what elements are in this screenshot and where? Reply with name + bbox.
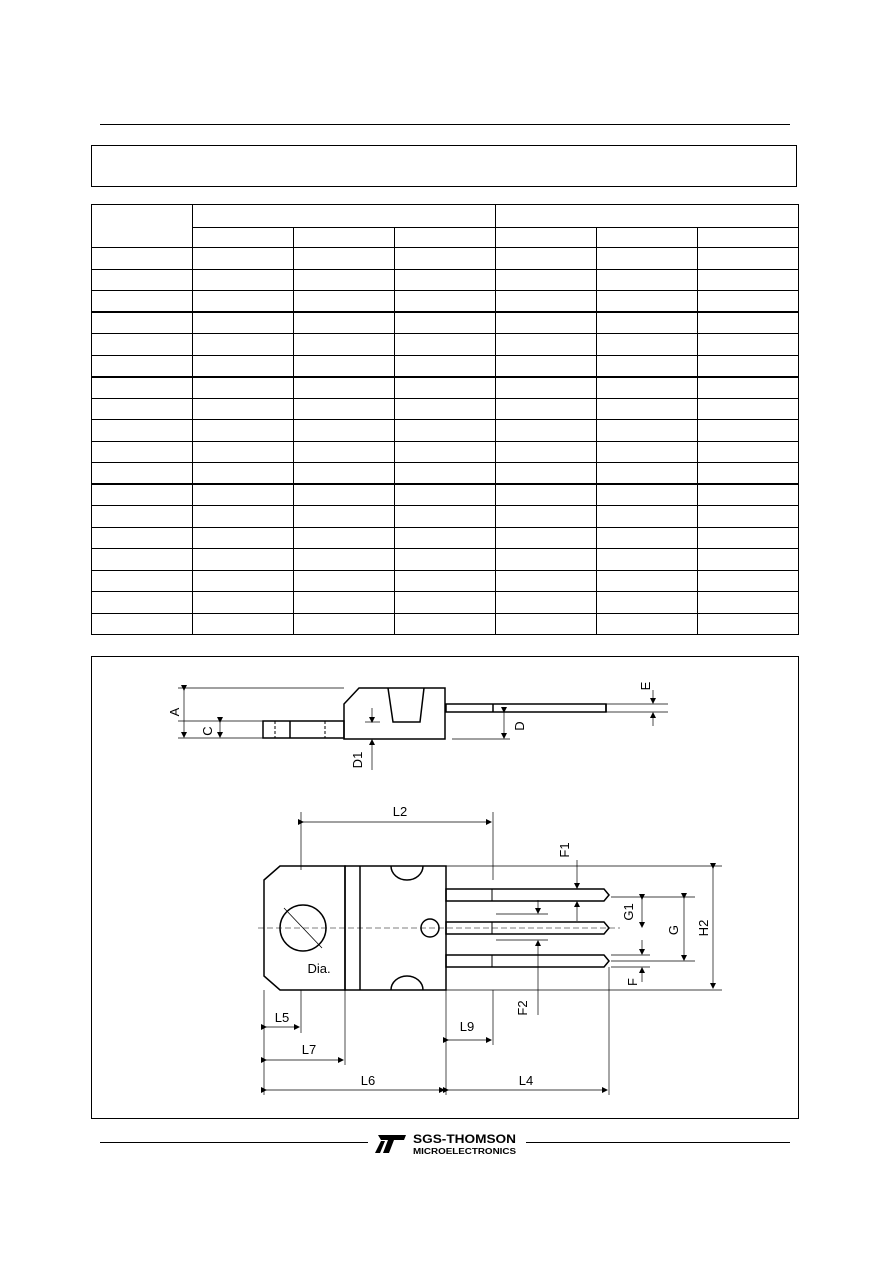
dimension-value-cell <box>294 592 395 614</box>
dimension-value-cell <box>193 291 294 313</box>
dimension-value-cell <box>597 291 698 313</box>
dimension-name-cell <box>92 484 193 506</box>
dimension-name-cell <box>92 420 193 442</box>
dimension-value-cell <box>294 269 395 291</box>
package-drawing-box <box>91 656 799 1119</box>
dimension-value-cell <box>395 377 496 399</box>
dimension-value-cell <box>496 506 597 528</box>
dimension-value-cell <box>698 355 799 377</box>
dimension-value-cell <box>698 398 799 420</box>
dimension-value-cell <box>597 592 698 614</box>
dimension-value-cell <box>294 420 395 442</box>
dimension-value-cell <box>294 527 395 549</box>
dimension-value-cell <box>193 398 294 420</box>
dimensions-table <box>91 204 799 635</box>
dimension-value-cell <box>496 291 597 313</box>
dimension-value-cell <box>698 527 799 549</box>
dimension-value-cell <box>597 420 698 442</box>
dimension-value-cell <box>395 549 496 571</box>
dimension-value-cell <box>294 377 395 399</box>
dimension-value-cell <box>698 248 799 270</box>
dimension-value-cell <box>496 420 597 442</box>
dimension-value-cell <box>395 398 496 420</box>
dimension-value-cell <box>597 441 698 463</box>
table-row <box>92 441 799 463</box>
dimension-value-cell <box>496 377 597 399</box>
label-f: F <box>625 978 640 986</box>
dimension-value-cell <box>193 506 294 528</box>
dimension-value-cell <box>698 506 799 528</box>
dimension-value-cell <box>698 549 799 571</box>
dimension-value-cell <box>193 248 294 270</box>
table-row <box>92 484 799 506</box>
dimension-value-cell <box>395 592 496 614</box>
label-e: E <box>638 681 653 691</box>
table-subheader <box>698 228 799 248</box>
dimension-value-cell <box>496 355 597 377</box>
dimension-name-cell <box>92 570 193 592</box>
dimension-value-cell <box>597 248 698 270</box>
dimension-value-cell <box>395 248 496 270</box>
dimension-value-cell <box>294 613 395 635</box>
dimension-value-cell <box>395 613 496 635</box>
table-row <box>92 592 799 614</box>
dimension-value-cell <box>395 463 496 485</box>
label-d1: D1 <box>350 751 365 769</box>
dimension-value-cell <box>294 355 395 377</box>
dimension-value-cell <box>698 377 799 399</box>
dimension-value-cell <box>294 441 395 463</box>
dimension-value-cell <box>395 420 496 442</box>
dimension-name-cell <box>92 334 193 356</box>
table-subheader <box>496 228 597 248</box>
dimension-value-cell <box>193 463 294 485</box>
footer-rule-right <box>526 1142 790 1143</box>
dimension-value-cell <box>193 334 294 356</box>
table-body <box>92 248 799 635</box>
label-g: G <box>666 924 681 936</box>
dimension-value-cell <box>395 506 496 528</box>
dimension-name-cell <box>92 592 193 614</box>
label-l4: L4 <box>518 1073 534 1088</box>
label-d: D <box>512 721 527 731</box>
dimension-name-cell <box>92 248 193 270</box>
dimension-value-cell <box>294 506 395 528</box>
dimension-value-cell <box>395 334 496 356</box>
dimension-value-cell <box>597 334 698 356</box>
dimension-value-cell <box>496 592 597 614</box>
table-row <box>92 420 799 442</box>
dimension-value-cell <box>597 613 698 635</box>
label-l5: L5 <box>274 1010 290 1025</box>
label-l2: L2 <box>392 804 408 819</box>
dimension-value-cell <box>294 312 395 334</box>
dimension-value-cell <box>698 291 799 313</box>
dimension-value-cell <box>597 398 698 420</box>
dimension-value-cell <box>496 549 597 571</box>
dimension-value-cell <box>193 355 294 377</box>
table-header-group-1 <box>193 205 496 228</box>
label-l6: L6 <box>360 1073 376 1088</box>
dimension-value-cell <box>193 549 294 571</box>
dimension-value-cell <box>698 484 799 506</box>
dimension-value-cell <box>193 484 294 506</box>
table-row <box>92 570 799 592</box>
dimension-value-cell <box>698 570 799 592</box>
table-row <box>92 355 799 377</box>
table-subheader <box>597 228 698 248</box>
dimension-value-cell <box>698 592 799 614</box>
dimension-value-cell <box>698 420 799 442</box>
dimension-name-cell <box>92 398 193 420</box>
dimension-value-cell <box>395 570 496 592</box>
dimension-value-cell <box>496 570 597 592</box>
dimension-value-cell <box>193 269 294 291</box>
dimension-value-cell <box>294 291 395 313</box>
label-l9: L9 <box>459 1019 475 1034</box>
dimension-value-cell <box>496 463 597 485</box>
dimension-value-cell <box>193 613 294 635</box>
dimension-value-cell <box>597 355 698 377</box>
dimension-value-cell <box>597 484 698 506</box>
table-subheader <box>193 228 294 248</box>
dimension-value-cell <box>698 269 799 291</box>
dimension-value-cell <box>395 291 496 313</box>
label-f1: F1 <box>557 842 572 858</box>
dimension-value-cell <box>597 527 698 549</box>
dimension-value-cell <box>395 527 496 549</box>
label-g1: G1 <box>621 903 636 921</box>
dimension-value-cell <box>597 377 698 399</box>
footer-logo <box>372 1131 522 1157</box>
dimension-value-cell <box>294 484 395 506</box>
dimension-name-cell <box>92 613 193 635</box>
footer-rule-left <box>100 1142 368 1143</box>
table-row <box>92 334 799 356</box>
dimension-value-cell <box>496 441 597 463</box>
dimension-value-cell <box>496 334 597 356</box>
dimension-value-cell <box>193 441 294 463</box>
header-rule <box>100 124 790 125</box>
table-row <box>92 377 799 399</box>
dimension-value-cell <box>597 269 698 291</box>
dimension-value-cell <box>294 398 395 420</box>
dimension-value-cell <box>597 570 698 592</box>
footer-sub: MICROELECTRONICS <box>413 1147 517 1156</box>
label-dia: Dia. <box>307 961 331 976</box>
dimension-value-cell <box>698 334 799 356</box>
dimension-value-cell <box>698 463 799 485</box>
label-c: C <box>200 726 215 736</box>
dimension-name-cell <box>92 463 193 485</box>
table-header-group-2 <box>496 205 799 228</box>
dimension-value-cell <box>496 248 597 270</box>
dimension-value-cell <box>294 549 395 571</box>
label-a: A <box>167 707 182 717</box>
dimension-value-cell <box>193 592 294 614</box>
table-row <box>92 613 799 635</box>
dimension-value-cell <box>597 463 698 485</box>
dimension-value-cell <box>294 334 395 356</box>
dimension-name-cell <box>92 506 193 528</box>
dimension-value-cell <box>496 269 597 291</box>
table-row <box>92 398 799 420</box>
table-header-dim <box>92 205 193 248</box>
dimension-value-cell <box>294 570 395 592</box>
label-h2: H2 <box>696 919 711 937</box>
dimension-value-cell <box>698 613 799 635</box>
dimension-value-cell <box>597 312 698 334</box>
dimension-name-cell <box>92 312 193 334</box>
table-row <box>92 291 799 313</box>
label-l7: L7 <box>301 1042 317 1057</box>
dimension-value-cell <box>193 312 294 334</box>
dimension-value-cell <box>395 441 496 463</box>
dimension-value-cell <box>597 506 698 528</box>
dimension-value-cell <box>496 527 597 549</box>
dimension-value-cell <box>294 463 395 485</box>
dimension-value-cell <box>193 527 294 549</box>
table-row <box>92 549 799 571</box>
dimension-value-cell <box>193 377 294 399</box>
dimension-name-cell <box>92 291 193 313</box>
footer-brand: SGS-THOMSON <box>413 1132 516 1146</box>
table-row <box>92 506 799 528</box>
dimension-value-cell <box>193 570 294 592</box>
dimension-value-cell <box>597 549 698 571</box>
dimension-name-cell <box>92 355 193 377</box>
label-f2: F2 <box>515 1000 530 1016</box>
dimension-value-cell <box>395 484 496 506</box>
dimension-name-cell <box>92 527 193 549</box>
dimension-value-cell <box>395 269 496 291</box>
table-row <box>92 463 799 485</box>
title-box <box>91 145 797 187</box>
dimension-value-cell <box>496 312 597 334</box>
table-row <box>92 248 799 270</box>
table-row <box>92 527 799 549</box>
dimension-value-cell <box>496 398 597 420</box>
dimension-name-cell <box>92 377 193 399</box>
dimension-name-cell <box>92 441 193 463</box>
dimension-name-cell <box>92 269 193 291</box>
dimension-value-cell <box>395 355 496 377</box>
dimension-value-cell <box>496 613 597 635</box>
dimension-value-cell <box>698 441 799 463</box>
table-row <box>92 312 799 334</box>
st-logo-icon <box>375 1135 406 1153</box>
table-subheader <box>395 228 496 248</box>
dimension-name-cell <box>92 549 193 571</box>
dimension-value-cell <box>496 484 597 506</box>
dimension-value-cell <box>294 248 395 270</box>
dimension-value-cell <box>698 312 799 334</box>
dimension-value-cell <box>395 312 496 334</box>
table-subheader <box>294 228 395 248</box>
table-row <box>92 269 799 291</box>
dimension-value-cell <box>193 420 294 442</box>
